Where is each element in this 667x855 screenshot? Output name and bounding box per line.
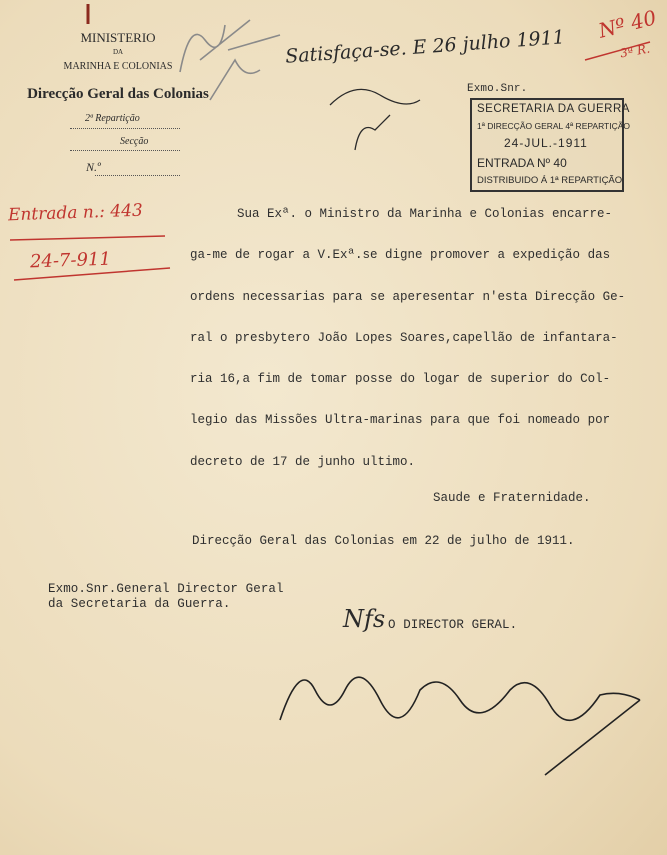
body-line-6: legio das Missões Ultra-marinas para que foi nomeado por	[190, 413, 611, 427]
stamp-line-1: SECRETARIA DA GUERRA	[477, 103, 630, 115]
letterhead-department: Direcção Geral das Colonias	[27, 86, 209, 102]
reparticao-label: 2ª Repartição	[85, 113, 140, 124]
stamp-distribuido: DISTRIBUIDO Á 1ª REPARTIÇÃO	[477, 175, 623, 186]
top-right-underline	[585, 42, 650, 60]
handwritten-despacho: Satisfaça-se. E 26 julho 1911	[284, 26, 566, 68]
stamp-date: 24-JUL.-1911	[504, 136, 588, 150]
addressee-top: Exmo.Snr.	[467, 83, 528, 95]
body-line-7: decreto de 17 de junho ultimo.	[190, 455, 416, 469]
entrada-note: Entrada n.: 443	[7, 200, 144, 226]
entrada-date: 24-7-911	[29, 248, 112, 273]
signature-title: O DIRECTOR GERAL.	[388, 618, 518, 632]
director-signature	[280, 677, 640, 775]
ink-rubric	[330, 89, 420, 150]
stamp-entrada: ENTRADA Nº 40	[477, 156, 567, 170]
stamp-line-2: 1ª DIRECÇÃO GERAL 4ª REPARTIÇÃO	[477, 121, 631, 131]
letterhead-marinha: MARINHA E COLONIAS	[63, 61, 173, 72]
addressee-line-1: Exmo.Snr.General Director Geral	[48, 582, 284, 596]
place-date: Direcção Geral das Colonias em 22 de julho de 1911.	[192, 534, 575, 548]
body-line-2: ga-me de rogar a V.Exª.se digne promover a expedição das	[190, 248, 611, 262]
top-right-sub: 3ª R.	[619, 41, 651, 61]
body-line-4: ral o presbytero João Lopes Soares,capellão de infantara-	[190, 331, 618, 345]
closing: Saude e Fraternidade.	[433, 491, 591, 505]
top-right-number: Nº 40	[595, 5, 659, 43]
pencil-rubric	[180, 20, 280, 100]
seccao-label: Secção	[120, 136, 149, 147]
entrada-underline	[10, 236, 165, 240]
numero-label: N.º	[86, 160, 101, 174]
body-line-1: Sua Exª. o Ministro da Marinha e Colonias encarre-	[237, 207, 613, 221]
date-underline	[14, 268, 170, 280]
addressee-line-2: da Secretaria da Guerra.	[48, 597, 231, 611]
signature-initials: Nfs	[343, 605, 386, 633]
letterhead-ministry: MINISTERIO	[80, 30, 156, 45]
letterhead-da: DA	[112, 48, 124, 56]
body-line-3: ordens necessarias para se aperesentar n'esta Direcção Ge-	[190, 290, 626, 304]
body-line-5: ria 16,a fim de tomar posse do logar de superior do Col-	[190, 372, 611, 386]
